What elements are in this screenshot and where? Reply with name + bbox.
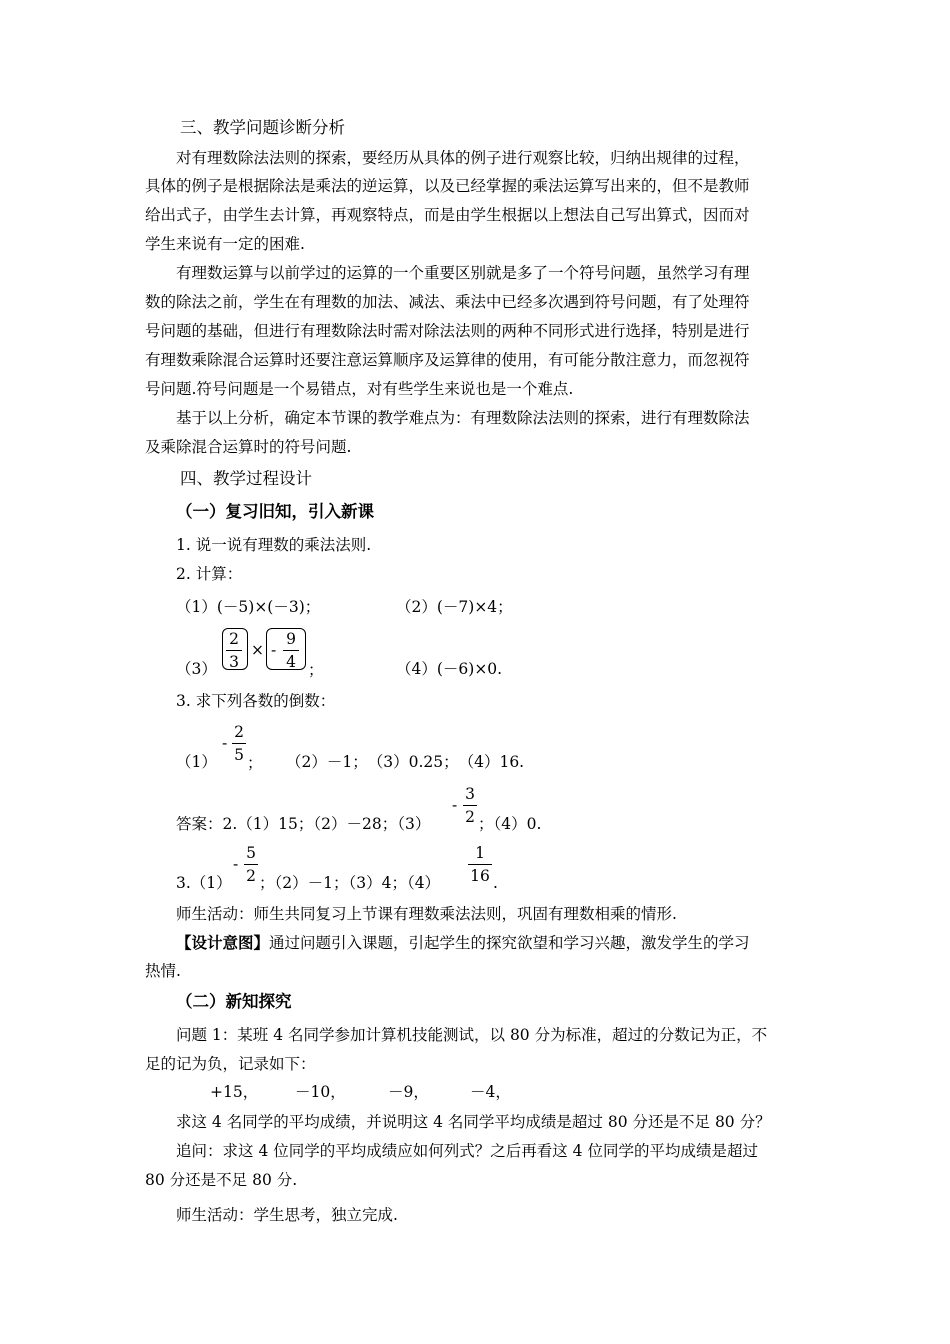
subsection-2-title: （二）新知探究 [176, 992, 292, 1011]
sec3-p2-line2: 数的除法之前，学生在有理数的加法、减法、乘法中已经多次遇到符号问题，有了处理符 [145, 293, 750, 311]
sec3-p1-line1: 对有理数除法法则的探索，要经历从具体的例子进行观察比较，归纳出规律的过程， [176, 149, 750, 167]
answer-2-suffix: ；（4）0. [478, 815, 542, 833]
score-1: +15， [210, 1083, 259, 1101]
problem-1-label: 问题 1 [176, 1026, 222, 1044]
minus-sign: - [222, 734, 228, 752]
sec3-p2-line3: 号问题的基础，但进行有理数除法时需对除法法则的两种不同形式进行选择，特别是进行 [145, 322, 750, 340]
calc-item-1: （1）(－5)×(－3)； [176, 598, 321, 616]
problem-1-question: 求这 4 名同学的平均成绩，并说明这 4 名同学平均成绩是超过 80 分还是不足 80 分？ [176, 1113, 771, 1131]
sec3-p2-line5: 号问题.符号问题是一个易错点，对有些学生来说也是一个难点. [145, 380, 574, 398]
followup-line2: 80 分还是不足 80 分. [145, 1171, 298, 1189]
fraction-numerator: 3 [463, 785, 477, 806]
fraction-numerator: 1 [468, 844, 492, 865]
fraction-numerator: 2 [232, 723, 246, 744]
followup-line1 [176, 1140, 758, 1162]
calc-item-4: （4）(－6)×0. [396, 660, 503, 678]
minus-sign: - [233, 855, 239, 873]
design-intent-line1 [176, 932, 750, 954]
times-sign: × [251, 641, 264, 659]
fraction-5-2 [244, 844, 258, 885]
recip-item-1-label: （1） [176, 753, 217, 771]
answer-3-end: . [493, 874, 498, 892]
subsection-1-title: （一）复习旧知，引入新课 [176, 502, 374, 521]
fraction-denominator: 16 [470, 867, 490, 885]
answer-2-prefix: 答案：2.（1）15；（2）－28；（3） [176, 815, 431, 833]
sec3-p3-line1: 基于以上分析，确定本节课的教学难点为：有理数除法法则的探索，进行有理数除法 [176, 409, 750, 427]
followup-text: ：求这 4 位同学的平均成绩应如何列式？之后再看这 4 位同学的平均成绩是超过 [207, 1142, 758, 1160]
sec3-p1-line4: 学生来说有一定的困难. [145, 235, 305, 253]
followup-label: 追问 [176, 1142, 208, 1160]
problem-1-line2: 足的记为负，记录如下： [145, 1055, 316, 1073]
calc-item-2: （2）(－7)×4； [396, 598, 513, 616]
recip-items-rest: （2）－1； （3）0.25； （4）16. [286, 753, 525, 771]
fraction-denominator: 2 [246, 867, 256, 885]
question-2: 2. 计算： [176, 565, 243, 583]
fraction-numerator: 9 [283, 630, 299, 651]
calc-item-3-end: ； [308, 661, 324, 679]
calc-item-3-label: （3） [176, 660, 217, 678]
sec3-p1-line2: 具体的例子是根据除法是乘法的逆运算，以及已经掌握的乘法运算写出来的，但不是教师 [145, 177, 750, 195]
teacher-student-activity-1: 师生活动：师生共同复习上节课有理数乘法法则，巩固有理数相乘的情形. [176, 905, 677, 923]
fraction-denominator: 2 [465, 808, 475, 826]
fraction-2-3 [226, 630, 242, 671]
question-1: 1. 说一说有理数的乘法法则. [176, 536, 372, 554]
fraction-numerator: 5 [244, 844, 258, 865]
question-3: 3. 求下列各数的倒数： [176, 692, 336, 710]
design-intent-label: 【设计意图】 [176, 933, 270, 952]
sec3-p2-line4: 有理数乘除混合运算时还要注意运算顺序及运算律的使用，有可能分散注意力，而忽视符 [145, 351, 750, 369]
fraction-denominator: 4 [286, 653, 296, 671]
section-4-title: 四、教学过程设计 [180, 469, 312, 488]
score-3: －9， [388, 1083, 429, 1101]
fraction-3-2 [463, 785, 477, 826]
sec3-p3-line2: 及乘除混合运算时的符号问题. [145, 438, 352, 456]
fraction-numerator: 2 [226, 630, 242, 651]
problem-1-text: ：某班 4 名同学参加计算机技能测试，以 80 分为标准，超过的分数记为正，不 [221, 1026, 768, 1044]
design-intent-line2: 热情. [145, 962, 181, 980]
fraction-denominator: 5 [234, 746, 244, 764]
minus-sign: - [271, 641, 277, 659]
answer-3-prefix: 3.（1） [176, 874, 232, 892]
problem-1-line1 [176, 1024, 767, 1046]
fraction-9-4 [283, 630, 299, 671]
score-2: －10， [295, 1083, 346, 1101]
recip-item-1-end: ； [247, 754, 263, 772]
answer-3-mid: ；（2）－1；（3）4；（4） [259, 874, 441, 892]
fraction-1-16 [468, 844, 492, 885]
teacher-student-activity-2: 师生活动：学生思考，独立完成. [176, 1206, 398, 1224]
fraction-denominator: 3 [229, 653, 239, 671]
minus-sign: - [452, 796, 458, 814]
section-3-title: 三、教学问题诊断分析 [180, 118, 345, 137]
sec3-p1-line3: 给出式子，由学生去计算，再观察特点，而是由学生根据以上想法自己写出算式，因而对 [145, 206, 750, 224]
sec3-p2-line1: 有理数运算与以前学过的运算的一个重要区别就是多了一个符号问题，虽然学习有理 [176, 264, 750, 282]
fraction-2-5 [232, 723, 246, 764]
score-4: －4， [470, 1083, 511, 1101]
design-intent-text: 通过问题引入课题，引起学生的探究欲望和学习兴趣，激发学生的学习 [269, 934, 750, 952]
